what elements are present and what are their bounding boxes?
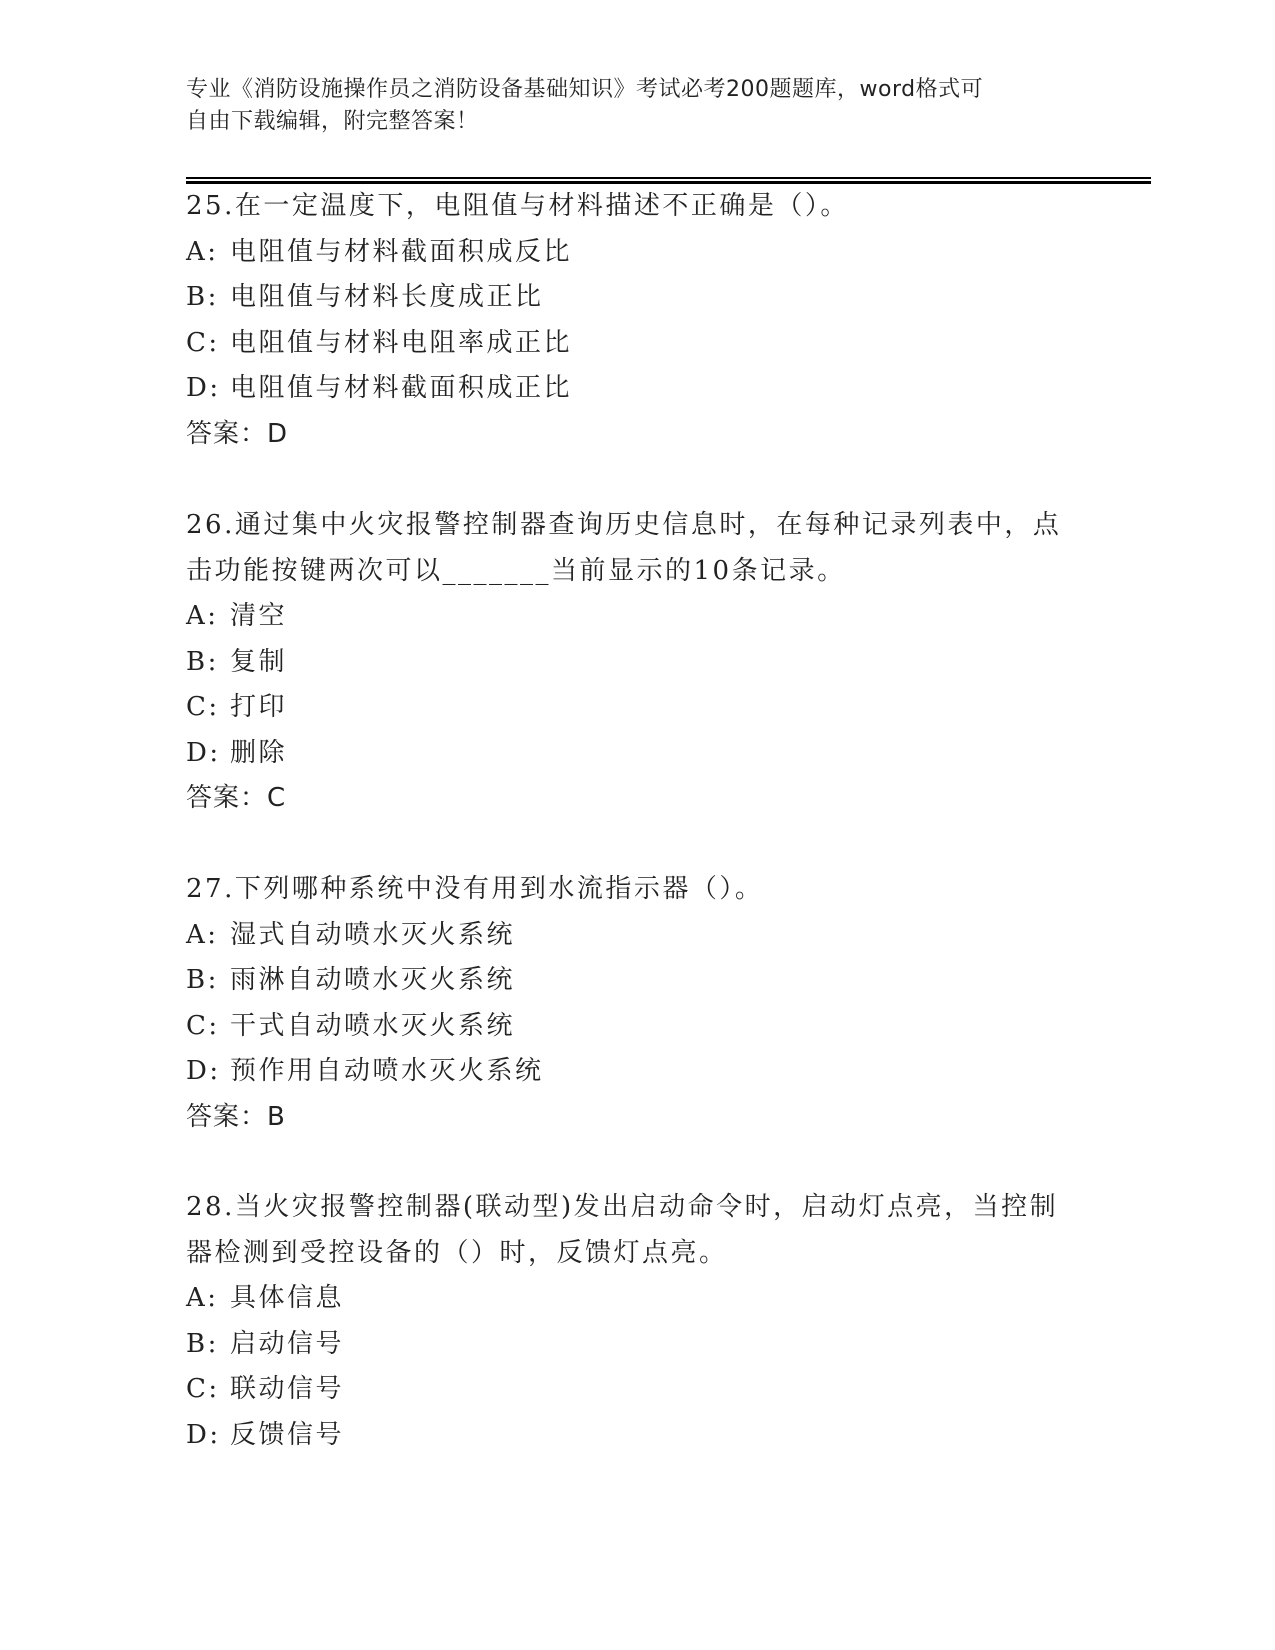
question-stem: 28.当火灾报警控制器(联动型)发出启动命令时，启动灯点亮，当控制 [186, 1192, 1059, 1222]
option-key: D: [186, 1056, 221, 1086]
answer-line: 答案：B [186, 1101, 286, 1132]
header-divider-thin [186, 177, 1151, 179]
option-key: D: [186, 737, 221, 768]
option-key: B: [186, 282, 219, 312]
option-a [186, 594, 1086, 640]
option-b [186, 640, 1086, 686]
option-text: 电阻值与材料截面积成反比 [230, 236, 573, 267]
option-key: C: [186, 1374, 220, 1404]
header-line-2: 自由下载编辑，附完整答案！ [186, 109, 479, 134]
option-text: 雨淋自动喷水灭火系统 [230, 965, 516, 995]
answer-line: 答案：D [186, 418, 289, 449]
option-text: 删除 [230, 737, 288, 768]
option-key: A: [186, 1283, 219, 1313]
question-block [186, 184, 1086, 457]
option-key: A: [186, 601, 219, 631]
option-c [186, 1004, 1086, 1050]
option-text: 电阻值与材料长度成正比 [230, 282, 544, 312]
option-d [186, 366, 1086, 412]
option-c [186, 1367, 1086, 1413]
option-key: A: [186, 919, 219, 950]
option-text: 湿式自动喷水灭火系统 [230, 919, 516, 950]
option-a [186, 913, 1086, 959]
question-stem-continued: 器检测到受控设备的（）时，反馈灯点亮。 [186, 1237, 728, 1268]
option-text: 清空 [230, 601, 288, 631]
option-a [186, 230, 1086, 276]
option-key: B: [186, 646, 219, 677]
option-text: 电阻值与材料截面积成正比 [230, 373, 573, 403]
option-text: 打印 [230, 692, 288, 722]
question-block [186, 1185, 1086, 1458]
question-stem: 25.在一定温度下，电阻值与材料描述不正确是（）。 [186, 191, 849, 221]
question-stem-continued: 击功能按键两次可以_______当前显示的10条记录。 [186, 555, 846, 586]
option-text: 反馈信号 [230, 1419, 345, 1450]
option-key: D: [186, 1419, 221, 1450]
option-text: 干式自动喷水灭火系统 [230, 1010, 516, 1041]
option-key: C: [186, 327, 220, 358]
option-key: A: [186, 236, 219, 267]
option-text: 启动信号 [230, 1328, 345, 1359]
option-text: 联动信号 [230, 1374, 345, 1404]
answer-line: 答案：C [186, 783, 287, 813]
page-header [186, 74, 1086, 138]
option-c [186, 321, 1086, 367]
header-line-1: 专业《消防设施操作员之消防设备基础知识》考试必考200题题库，word格式可 [186, 77, 984, 102]
option-text: 电阻值与材料电阻率成正比 [230, 327, 573, 358]
question-stem: 27.下列哪种系统中没有用到水流指示器（）。 [186, 874, 764, 904]
option-key: C: [186, 692, 220, 722]
option-b [186, 275, 1086, 321]
option-a [186, 1276, 1086, 1322]
option-text: 复制 [230, 646, 288, 677]
option-d [186, 1049, 1086, 1095]
option-key: C: [186, 1010, 220, 1041]
option-text: 具体信息 [230, 1283, 345, 1313]
option-b [186, 958, 1086, 1004]
question-block [186, 867, 1086, 1140]
option-d [186, 1413, 1086, 1459]
option-d [186, 731, 1086, 777]
option-key: D: [186, 373, 221, 403]
option-key: B: [186, 1328, 219, 1359]
option-c [186, 685, 1086, 731]
option-b [186, 1322, 1086, 1368]
question-stem: 26.通过集中火灾报警控制器查询历史信息时，在每种记录列表中，点 [186, 510, 1062, 540]
option-text: 预作用自动喷水灭火系统 [230, 1056, 544, 1086]
question-block [186, 503, 1086, 822]
option-key: B: [186, 965, 219, 995]
